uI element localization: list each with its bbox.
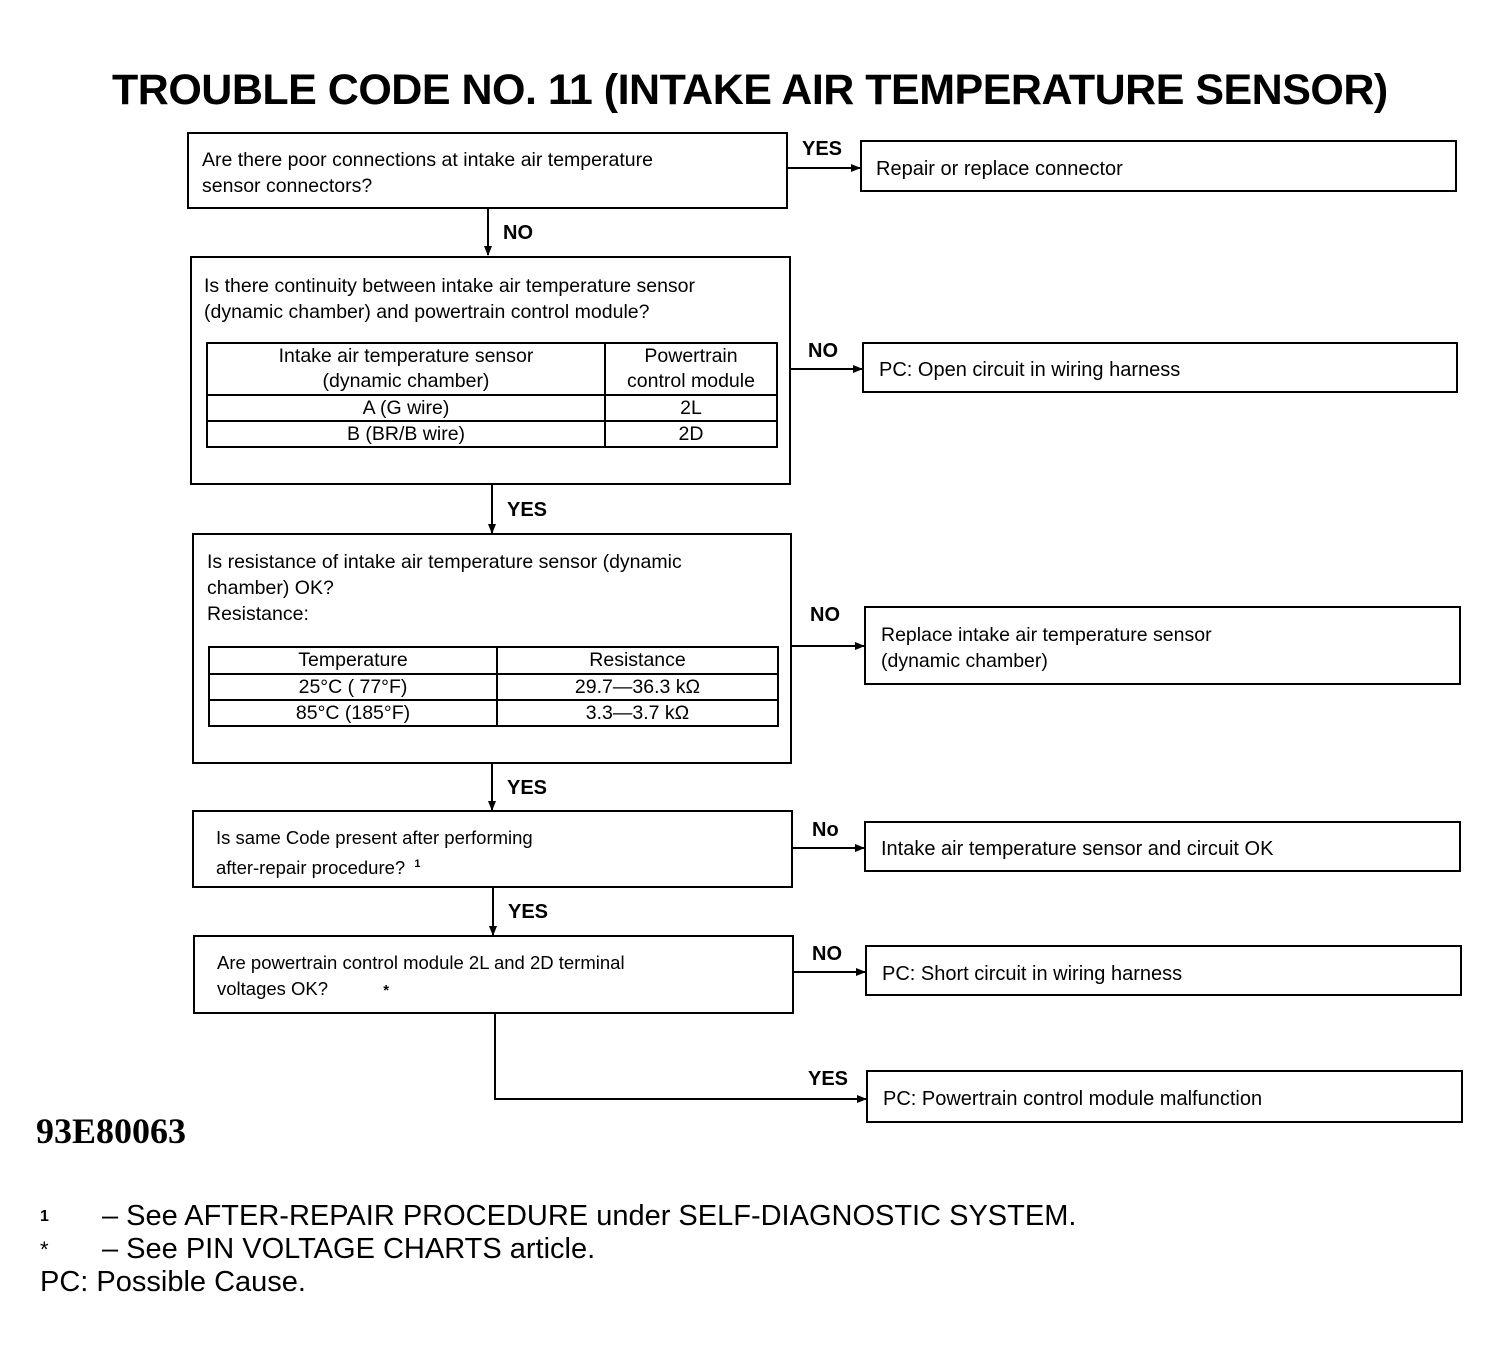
label-step4-yes: YES bbox=[508, 901, 549, 923]
table-cell: 2D bbox=[605, 421, 777, 447]
table-cell: B (BR/B wire) bbox=[207, 421, 605, 447]
question-box-5 bbox=[193, 935, 794, 1014]
question-2-text: Is there continuity between intake air temperature sensor (dynamic chamber) and powertrain control module? bbox=[204, 275, 696, 323]
figure-id: 93E80063 bbox=[36, 1111, 187, 1151]
footnote-1-text: – See AFTER-REPAIR PROCEDURE under SELF-DIAGNOSTIC SYSTEM. bbox=[102, 1200, 1077, 1232]
table-row bbox=[209, 700, 778, 726]
label-step2-no: NO bbox=[808, 340, 838, 362]
result-box-final bbox=[866, 1070, 1463, 1123]
question-box-1 bbox=[187, 132, 788, 209]
table-cell: A (G wire) bbox=[207, 395, 605, 421]
footnote-1-mark: 1 bbox=[40, 1208, 49, 1225]
table-cell: 25°C ( 77°F) bbox=[209, 674, 497, 700]
label-step1-no: NO bbox=[503, 222, 533, 244]
table-row bbox=[207, 421, 777, 447]
label-step1-yes: YES bbox=[802, 138, 843, 160]
label-step4-no: No bbox=[812, 819, 839, 841]
result-2-text: PC: Open circuit in wiring harness bbox=[879, 359, 1181, 381]
footnote-marker-star: * bbox=[383, 982, 390, 999]
table-row bbox=[207, 395, 777, 421]
label-step3-no: NO bbox=[810, 604, 840, 626]
footnote-3 bbox=[40, 1266, 306, 1299]
question-box-4 bbox=[192, 810, 793, 888]
table-header: Temperature bbox=[209, 647, 497, 674]
footnote-1 bbox=[40, 1200, 1076, 1233]
table-header: Intake air temperature sensor (dynamic chamber) bbox=[207, 343, 605, 395]
chart-title: TROUBLE CODE NO. 11 (INTAKE AIR TEMPERATURE SENSOR) bbox=[112, 66, 1388, 114]
table-header: Resistance bbox=[497, 647, 778, 674]
question-4-text: Is same Code present after performing after-repair procedure? $^1$ bbox=[216, 827, 533, 879]
result-box-3 bbox=[864, 606, 1461, 685]
question-box-2 bbox=[190, 256, 791, 485]
result-4-text: Intake air temperature sensor and circuit OK bbox=[881, 838, 1274, 860]
footnote-3-text: PC: Possible Cause. bbox=[40, 1266, 306, 1298]
label-step3-yes: YES bbox=[507, 777, 548, 799]
table-row bbox=[209, 674, 778, 700]
result-box-2 bbox=[862, 342, 1458, 393]
label-step2-yes: YES bbox=[507, 499, 548, 521]
table-cell: 85°C (185°F) bbox=[209, 700, 497, 726]
result-box-4 bbox=[864, 821, 1461, 872]
result-box-5 bbox=[865, 945, 1462, 996]
question-3-text: Is resistance of intake air temperature sensor (dynamic chamber) OK? Resistance: bbox=[207, 551, 682, 625]
table-cell: 3.3—3.7 kΩ bbox=[497, 700, 778, 726]
result-1-text: Repair or replace connector bbox=[876, 158, 1123, 180]
question-1-text: Are there poor connections at intake air temperature sensor connectors? bbox=[202, 149, 653, 197]
footnote-2-mark: * bbox=[40, 1237, 49, 1262]
result-box-1 bbox=[860, 140, 1457, 192]
question-box-3 bbox=[192, 533, 792, 764]
question-5-text: Are powertrain control module 2L and 2D terminal voltages OK? * bbox=[217, 952, 625, 999]
footnote-2 bbox=[40, 1233, 595, 1266]
continuity-table bbox=[206, 342, 778, 448]
label-step5-yes: YES bbox=[808, 1068, 849, 1090]
result-final-text: PC: Powertrain control module malfunction bbox=[883, 1088, 1263, 1110]
result-5-text: PC: Short circuit in wiring harness bbox=[882, 963, 1183, 985]
table-cell: 2L bbox=[605, 395, 777, 421]
footnote-2-text: – See PIN VOLTAGE CHARTS article. bbox=[102, 1233, 596, 1265]
resistance-table bbox=[208, 646, 779, 727]
table-cell: 29.7—36.3 kΩ bbox=[497, 674, 778, 700]
label-step5-no: NO bbox=[812, 943, 842, 965]
result-3-text: Replace intake air temperature sensor (dynamic chamber) bbox=[881, 624, 1212, 672]
footnote-marker-1: 1 bbox=[414, 858, 421, 870]
table-header: Powertrain control module bbox=[605, 343, 777, 395]
